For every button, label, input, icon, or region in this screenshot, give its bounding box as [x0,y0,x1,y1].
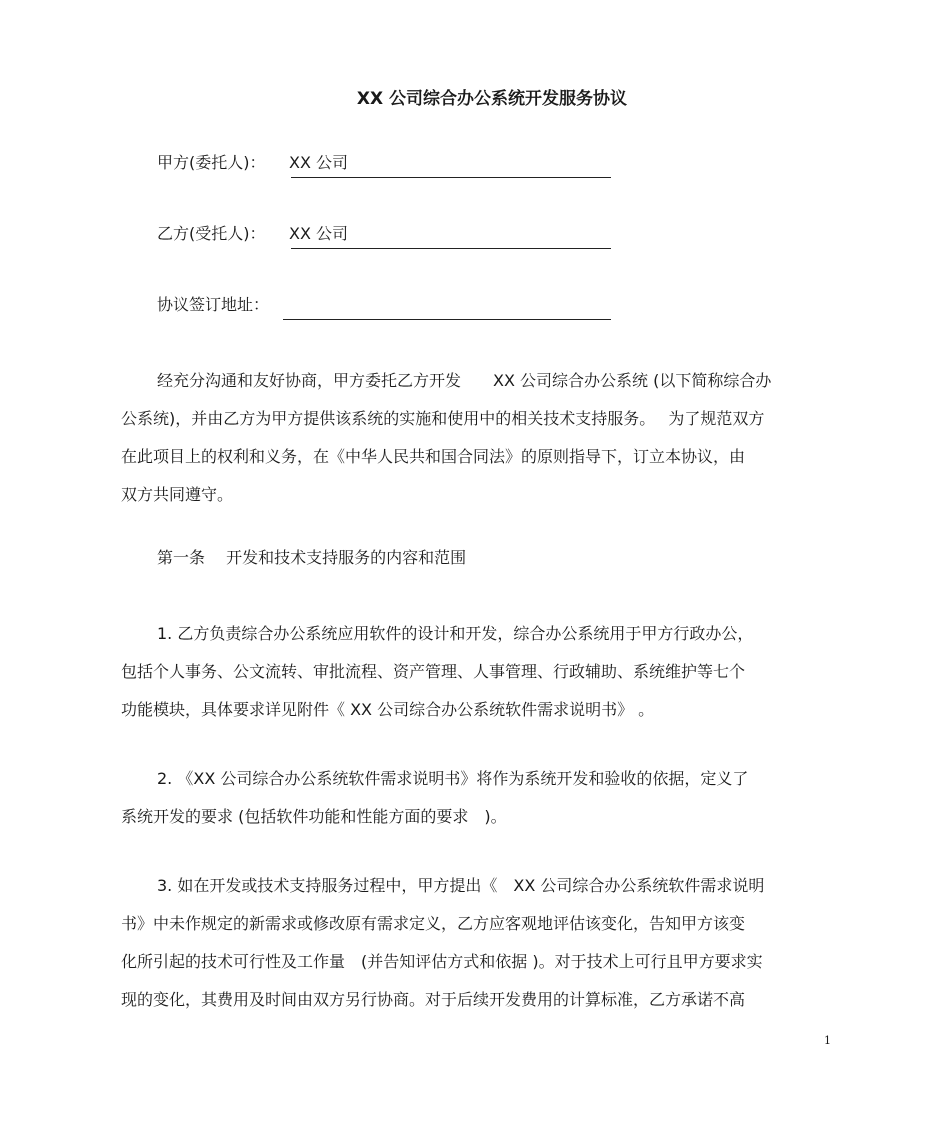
article-1-heading: 第一条 开发和技术支持服务的内容和范围 [157,548,467,567]
clause-3-line: 化所引起的技术可行性及工作量 (并告知评估方式和依据 )。对于技术上可行且甲方要求实 [121,952,763,971]
party-a-underline [291,177,611,178]
party-b-value: XX 公司 [289,224,349,243]
page-number: 1 [824,1034,831,1047]
sign-place-label: 协议签订地址： [157,295,270,314]
party-a-value: XX 公司 [289,153,349,172]
party-a-label: 甲方(委托人)： [157,153,266,172]
clause-3-line: 现的变化，其费用及时间由双方另行协商。对于后续开发费用的计算标准，乙方承诺不高 [121,990,746,1009]
clause-3-line: 书》中未作规定的新需求或修改原有需求定义，乙方应客观地评估该变化，告知甲方该变 [121,914,746,933]
intro-line: 双方共同遵守。 [121,485,234,504]
clause-1-line: 包括个人事务、公文流转、审批流程、资产管理、人事管理、行政辅助、系统维护等七个 [121,662,746,681]
party-b-label: 乙方(受托人)： [157,224,266,243]
clause-1-line: 1. 乙方负责综合办公系统应用软件的设计和开发，综合办公系统用于甲方行政办公， [157,624,754,643]
clause-2-line: 2. 《XX 公司综合办公系统软件需求说明书》将作为系统开发和验收的依据，定义了 [157,769,749,788]
sign-place-underline [283,319,611,320]
clause-3-line: 3. 如在开发或技术支持服务过程中，甲方提出《 XX 公司综合办公系统软件需求说明 [157,876,765,895]
party-b-underline [291,248,611,249]
intro-line: 在此项目上的权利和义务，在《中华人民共和国合同法》的原则指导下，订立本协议，由 [121,447,746,466]
document-title: XX 公司综合办公系统开发服务协议 [356,89,628,109]
intro-line: 经充分沟通和友好协商，甲方委托乙方开发 XX 公司综合办公系统 (以下简称综合办 [157,371,772,390]
intro-line: 公系统)，并由乙方为甲方提供该系统的实施和使用中的相关技术支持服务。 为了规范双方 [121,409,765,428]
clause-2-line: 系统开发的要求 (包括软件功能和性能方面的要求 )。 [121,807,507,826]
clause-1-line: 功能模块，具体要求详见附件《 XX 公司综合办公系统软件需求说明书》 。 [121,700,655,719]
